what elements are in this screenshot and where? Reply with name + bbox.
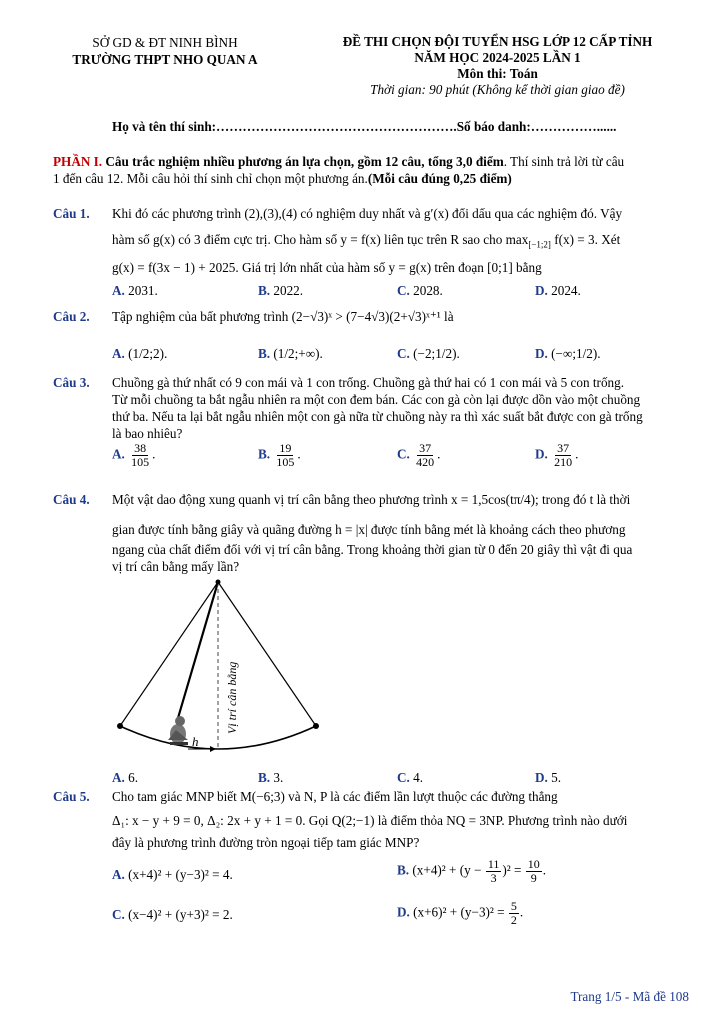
option-letter: C.: [397, 283, 410, 298]
option-value: 2022.: [273, 283, 304, 298]
q1-max-domain: [−1;2]: [528, 239, 551, 250]
numerator: 19: [279, 441, 292, 455]
q3-option-b[interactable]: B. $\frac{19}{105}$ .: [258, 441, 301, 469]
q1-option-b[interactable]: [258, 282, 303, 300]
option-letter: B.: [258, 446, 271, 462]
q5-option-b[interactable]: B. (x+4)² + (y − $\frac{11}{3}$ )² = $\frac{10}{9}$ .: [397, 857, 547, 885]
q1-line3: g(x) = f(3x − 1) + 2025. Giá trị lớn nhất của hàm số y = g(x) trên đoạn [0;1] bằng: [112, 260, 542, 275]
part1-line2: [53, 170, 512, 188]
option-letter: A.: [112, 346, 125, 361]
option-value: 6.: [128, 770, 139, 785]
option-fraction: [129, 442, 151, 469]
option-letter: A.: [112, 867, 125, 882]
q3-line1: Chuồng gà thứ nhất có 9 con mái và 1 con trống. Chuồng gà thứ hai có 1 con mái và 5 con trống.: [112, 375, 625, 390]
option-fraction: [552, 442, 574, 469]
q3-line4: là bao nhiêu?: [112, 426, 183, 441]
equilibrium-label: Vị trí cân bằng: [225, 661, 239, 734]
school-year: NĂM HỌC 2024-2025 LẦN 1: [414, 50, 581, 65]
school-header: [40, 34, 290, 68]
school-name: TRƯỜNG THPT NHO QUAN A: [72, 52, 258, 67]
q4-label: Câu 4.: [53, 492, 90, 507]
denominator: 105: [276, 455, 295, 469]
option-letter: D.: [535, 346, 548, 361]
numerator: 37: [419, 441, 432, 455]
option-fraction: [414, 442, 436, 469]
option-letter: D.: [535, 283, 548, 298]
q3-option-c[interactable]: C. $\frac{37}{420}$ .: [397, 441, 441, 469]
subject: Môn thi: Toán: [457, 66, 538, 81]
q1-line1: Khi đó các phương trình (2),(3),(4) có nghiệm duy nhất và g′(x) đổi dấu qua các nghiệm đó. Vậy: [112, 206, 623, 221]
option-letter: D.: [535, 446, 548, 462]
q4-line4: vị trí cân bằng mấy lần?: [112, 559, 240, 574]
part1-line1: [53, 153, 624, 171]
denominator: 9: [530, 871, 537, 885]
option-letter: D.: [535, 770, 548, 785]
pendulum-figure: [108, 572, 333, 762]
option-letter: C.: [397, 770, 410, 785]
option-value: (x+4)² + (y−3)² = 4.: [128, 867, 233, 882]
q2-option-d[interactable]: [535, 345, 601, 363]
q4-line3: ngang của chất điểm đối với vị trí cân bằng. Trong khoảng thời gian từ 0 đến 20 giây thì vật đi qua: [112, 542, 633, 557]
option-value: (−∞;1/2).: [551, 346, 601, 361]
q2-option-c[interactable]: [397, 345, 460, 363]
left-string: [120, 582, 218, 726]
option-value: (x+6)² + (y−3)² =: [413, 904, 508, 920]
q5-option-c[interactable]: [112, 906, 233, 924]
option-letter: A.: [112, 446, 125, 462]
option-letter: C.: [397, 346, 410, 361]
pendulum-string: [178, 582, 218, 718]
exam-header: [300, 34, 695, 98]
right-endpoint: [313, 723, 319, 729]
q5-option-d[interactable]: D. (x+6)² + (y−3)² = $\frac{5}{2}$ .: [397, 899, 524, 927]
q5-line1: Cho tam giác MNP biết M(−6;3) và N, P là các điểm lần lượt thuộc các đường thẳng: [112, 789, 558, 804]
option-letter: B.: [258, 346, 271, 361]
numerator: 10: [527, 857, 540, 871]
part1-instruction: . Thí sinh trả lời từ câu: [503, 154, 625, 169]
option-value: 5.: [551, 770, 562, 785]
q4-option-a[interactable]: [112, 769, 138, 787]
denominator: 2: [510, 913, 517, 927]
option-value: (−2;1/2).: [413, 346, 460, 361]
q1-line2-end: f(x) = 3. Xét: [550, 232, 621, 247]
option-fraction: [526, 858, 542, 885]
option-letter: B.: [397, 862, 410, 878]
option-value: 2031.: [128, 283, 158, 298]
q3-label: Câu 3.: [53, 375, 90, 390]
option-letter: C.: [112, 907, 125, 922]
option-letter: C.: [397, 446, 410, 462]
option-letter: B.: [258, 283, 271, 298]
arrow-head-icon: [210, 746, 216, 752]
q2-label: Câu 2.: [53, 309, 90, 324]
q3-option-a[interactable]: A. $\frac{38}{105}$ .: [112, 441, 156, 469]
q1-line2: [112, 231, 620, 252]
page-footer: Trang 1/5 - Mã đề 108: [570, 989, 689, 1004]
pivot-point: [216, 580, 221, 585]
option-value: 2028.: [413, 283, 443, 298]
part1-instruction-2: 1 đến câu 12. Mỗi câu hỏi thí sinh chỉ chọn một phương án.: [53, 171, 368, 186]
q1-option-d[interactable]: [535, 282, 581, 300]
q1-label: Câu 1.: [53, 206, 90, 221]
option-value: (1/2;2).: [128, 346, 168, 361]
exam-title: ĐỀ THI CHỌN ĐỘI TUYỂN HSG LỚP 12 CẤP TỈNH: [342, 34, 653, 49]
numerator: 38: [134, 441, 147, 455]
q4-option-b[interactable]: [258, 769, 283, 787]
numerator: 37: [557, 441, 570, 455]
numerator: 5: [510, 899, 517, 913]
denominator: 420: [416, 455, 435, 469]
q4-line1: Một vật dao động xung quanh vị trí cân bằng theo phương trình x = 1,5cos(tπ/4); trong đó t là thời: [112, 492, 631, 507]
q3-line2: Từ mỗi chuồng ta bắt ngẫu nhiên ra một con đem bán. Các con gà còn lại được dồn vào một chuồng: [112, 392, 641, 407]
numerator: 11: [487, 857, 500, 871]
option-fraction: [509, 900, 519, 927]
option-value: 4.: [413, 770, 424, 785]
option-value: (x−4)² + (y+3)² = 2.: [128, 907, 233, 922]
option-letter: B.: [258, 770, 271, 785]
student-info-line: Họ và tên thí sinh:……………………………………………….Số báo danh:……………......: [112, 119, 617, 134]
denominator: 210: [554, 455, 573, 469]
q3-option-d[interactable]: D. $\frac{37}{210}$ .: [535, 441, 579, 469]
denominator: 105: [131, 455, 150, 469]
option-value: 2024.: [551, 283, 581, 298]
part1-title: PHẦN I.: [53, 154, 103, 169]
swinging-figure-icon: [168, 716, 188, 745]
q4-option-c[interactable]: [397, 769, 423, 787]
q4-option-d[interactable]: [535, 769, 561, 787]
q1-line2-text: hàm số g(x) có 3 điểm cực trị. Cho hàm số y = f(x) liên tục trên R sao cho max: [112, 232, 529, 247]
option-value: (1/2;+∞).: [273, 346, 323, 361]
option-letter: D.: [397, 904, 410, 920]
q2-text: Tập nghiệm của bất phương trình (2−√3)ˣ > (7−4√3)(2+√3)ˣ⁺¹ là: [112, 309, 454, 324]
denominator: 3: [490, 871, 497, 885]
option-letter: A.: [112, 770, 125, 785]
option-letter: A.: [112, 283, 125, 298]
q5-option-a[interactable]: [112, 866, 233, 884]
option-fraction: [486, 858, 502, 885]
q1-option-c[interactable]: [397, 282, 443, 300]
part1-scoring: (Mỗi câu đúng 0,25 điểm): [367, 171, 512, 186]
time-limit: Thời gian: 90 phút (Không kể thời gian giao đề): [370, 82, 625, 97]
h-label: h: [192, 734, 199, 749]
q2-option-a[interactable]: [112, 345, 167, 363]
q3-line3: thứ ba. Nếu ta lại bắt ngẫu nhiên một con gà nữa từ chuồng này ra thì xác suất bắt được con gà trống: [112, 409, 643, 424]
q2-option-b[interactable]: [258, 345, 323, 363]
q1-option-a[interactable]: [112, 282, 158, 300]
option-value: 3.: [273, 770, 284, 785]
department-name: SỞ GD & ĐT NINH BÌNH: [92, 35, 238, 50]
part1-heading: Câu trắc nghiệm nhiều phương án lựa chọn, gồm 12 câu, tổng 3,0 điểm: [102, 154, 504, 169]
q4-line2: gian được tính bằng giây và quãng đường h = |x| được tính bằng mét là khoảng cách theo phương: [112, 522, 626, 537]
option-fraction: [274, 442, 296, 469]
q5-line2: Δ₁: x − y + 9 = 0, Δ₂: 2x + y + 1 = 0. Gọi Q(2;−1) là điểm thỏa NQ = 3NP. Phương trình nào dưới: [112, 813, 628, 828]
option-value: )² =: [502, 862, 525, 878]
q5-line3: đây là phương trình đường tròn ngoại tiếp tam giác MNP?: [112, 835, 420, 850]
q5-label: Câu 5.: [53, 789, 90, 804]
left-endpoint: [117, 723, 123, 729]
option-value: (x+4)² + (y −: [412, 862, 485, 878]
